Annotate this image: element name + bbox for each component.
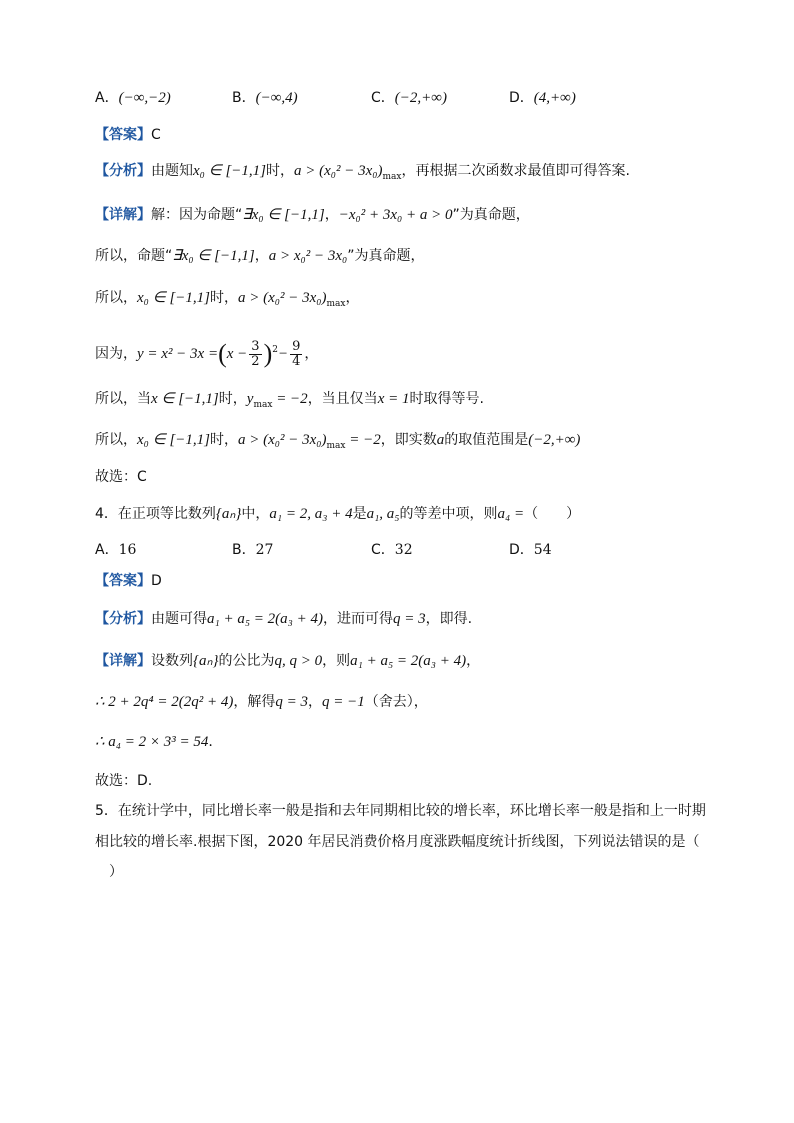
q4-option-b-label: B． xyxy=(232,542,256,558)
q3-detail-4-paren-close: ) xyxy=(263,339,273,368)
q4-detail-1-text-4: ， xyxy=(466,653,481,669)
q4-detail-2-text-1: ，解得 xyxy=(233,694,276,710)
q3-detail-4-x: x − xyxy=(226,346,248,362)
q4-detail-tag: 【详解】 xyxy=(95,653,151,669)
q3-detail-line-2 xyxy=(95,246,425,266)
q4-detail-2-math-3: q = −1 xyxy=(322,694,365,710)
q4-stem-math-3: a₁, a₅ xyxy=(366,506,400,522)
q3-detail-4-frac-1 xyxy=(249,340,261,369)
q3-detail-5-math-2: y xyxy=(246,391,254,407)
q4-option-c-label: C． xyxy=(371,542,395,558)
q3-detail-3-math-2: a > (x₀² − 3x₀) xyxy=(238,290,327,306)
q3-detail-4-frac-1-den: 2 xyxy=(251,353,260,369)
q3-detail-3-math-1: x₀ ∈ [−1,1] xyxy=(137,290,210,306)
q4-stem-math-1: {aₙ} xyxy=(215,506,242,522)
q3-detail-5-text-1: 所以，当 xyxy=(95,391,151,407)
q3-detail-1-text-1: 解：因为命题“ xyxy=(151,207,243,223)
q3-detail-6-math-3: = −2 xyxy=(345,432,381,448)
q3-option-a-label: A． xyxy=(95,90,119,106)
q4-option-a xyxy=(95,540,136,560)
q4-analysis-math-1: a₁ + a₅ = 2(a₃ + 4) xyxy=(207,611,324,627)
q3-detail-1-text-2: ”为真命题， xyxy=(452,207,530,223)
q3-detail-4-frac-1-num: 3 xyxy=(251,338,260,354)
q4-detail-2-text-3: （舍去）， xyxy=(364,694,428,710)
q3-detail-5-math-4: x = 1 xyxy=(377,391,410,407)
q4-option-d-value: 54 xyxy=(533,542,552,558)
q3-detail-2-text-2: ”为真命题， xyxy=(347,248,425,264)
q4-detail-2-text-2: ， xyxy=(308,694,322,710)
q4-detail-3-math: ∴ a₄ = 2 × 3³ = 54 xyxy=(95,734,209,750)
q3-detail-3-text-2: 时， xyxy=(210,290,238,306)
q3-analysis-tag: 【分析】 xyxy=(95,163,151,179)
q3-detail-2-math-1: ∃x₀ ∈ [−1,1] xyxy=(172,248,255,264)
q4-analysis-text-2: ，进而可得 xyxy=(323,611,394,627)
q3-answer-tag: 【答案】 xyxy=(95,127,151,143)
q3-option-c-label: C． xyxy=(371,90,395,106)
q4-analysis-tag: 【分析】 xyxy=(95,611,151,627)
q5-line-3: ） xyxy=(109,864,123,880)
q3-detail-6-text-4: 的取值范围是 xyxy=(444,432,529,448)
q3-detail-5-math-1: x ∈ [−1,1] xyxy=(151,391,219,407)
q3-detail-4-text-1: 因为， xyxy=(95,346,137,362)
q4-option-c xyxy=(371,540,413,560)
q3-detail-6-math-5: (−2,+∞) xyxy=(528,432,581,448)
q4-detail-3-text: . xyxy=(208,734,213,750)
q3-option-a-value: (−∞,−2) xyxy=(118,90,171,106)
q4-answer-tag: 【答案】 xyxy=(95,573,151,589)
q4-analysis-text-3: ，即得. xyxy=(425,611,473,627)
q4-stem-text-3: 是 xyxy=(352,506,367,522)
q3-detail-line-4 xyxy=(95,332,318,372)
q4-detail-1-math-1: {aₙ} xyxy=(193,653,219,669)
q4-option-a-label: A． xyxy=(95,542,119,558)
q3-detail-2-text-1: 所以，命题“ xyxy=(95,248,173,264)
q3-detail-4-square: 2 xyxy=(272,345,278,355)
q4-choose: 故选：D. xyxy=(95,773,153,789)
q5-line-2: 相比较的增长率.根据下图，2020 年居民消费价格月度涨跌幅度统计折线图，下列说法错误的是（ xyxy=(95,834,700,850)
q4-analysis-line xyxy=(95,609,472,629)
q3-option-c xyxy=(371,88,447,108)
q3-option-c-value: (−2,+∞) xyxy=(394,90,447,106)
q4-option-d xyxy=(509,540,552,560)
q3-detail-3-sub: max xyxy=(326,299,346,309)
q3-choose: 故选：C xyxy=(95,469,147,485)
q3-answer-line xyxy=(95,125,161,145)
q3-detail-4-math-1: y = x² − 3x = xyxy=(137,346,219,362)
q4-detail-1-text-2: 的公比为 xyxy=(218,653,275,669)
q3-detail-line-1 xyxy=(95,205,530,225)
q3-analysis-math-1: x₀ ∈ [−1,1] xyxy=(193,163,266,179)
q3-detail-line-3 xyxy=(95,288,359,314)
q3-detail-2-math-2: a > x₀² − 3x₀ xyxy=(268,248,348,264)
q3-detail-5-sub: max xyxy=(253,400,273,410)
q4-stem-text-5: （ ） xyxy=(524,506,581,522)
q4-detail-line-2 xyxy=(95,692,428,712)
q3-analysis-text-2: 时， xyxy=(266,163,294,179)
q4-stem-text-1: 4．在正项等比数列 xyxy=(95,506,216,522)
q4-detail-1-math-3: a₁ + a₅ = 2(a₃ + 4) xyxy=(350,653,467,669)
q3-analysis-text-1: 由题知 xyxy=(151,163,193,179)
q4-detail-1-text-3: ，则 xyxy=(322,653,351,669)
q3-detail-3-text-1: 所以， xyxy=(95,290,137,306)
q4-option-d-label: D． xyxy=(509,542,534,558)
q3-detail-6-math-2: a > (x₀² − 3x₀) xyxy=(238,432,327,448)
q3-detail-1-math-2: −x₀² + 3x₀ + a > 0 xyxy=(338,207,453,223)
q3-detail-6-math-1: x₀ ∈ [−1,1] xyxy=(137,432,210,448)
q4-analysis-text-1: 由题可得 xyxy=(151,611,207,627)
q3-detail-6-text-1: 所以， xyxy=(95,432,137,448)
q3-option-d-value: (4,+∞) xyxy=(533,90,576,106)
q4-answer: D xyxy=(151,573,162,589)
q3-detail-line-5 xyxy=(95,389,484,415)
q4-stem-text-4: 的等差中项，则 xyxy=(399,506,498,522)
q3-detail-4-frac-2-num: 9 xyxy=(292,338,301,354)
q3-option-b xyxy=(232,88,298,108)
q4-option-c-value: 32 xyxy=(394,542,413,558)
q3-detail-6-math-4: a xyxy=(436,432,445,448)
q3-detail-4-paren-open: ( xyxy=(218,339,227,368)
q3-detail-5-text-4: 时取得等号. xyxy=(409,391,484,407)
q4-detail-1-math-2: q, q > 0 xyxy=(274,653,323,669)
q3-detail-4-frac-2-den: 4 xyxy=(292,353,301,369)
q3-detail-6-text-3: ，即实数 xyxy=(380,432,437,448)
q4-stem-math-2: a₁ = 2, a₃ + 4 xyxy=(269,506,353,522)
q3-option-a xyxy=(95,88,171,108)
q4-stem xyxy=(95,504,580,524)
q3-detail-6-text-2: 时， xyxy=(210,432,238,448)
q3-answer: C xyxy=(151,127,161,143)
q4-option-a-value: 16 xyxy=(118,542,137,558)
q3-analysis-line xyxy=(95,161,630,187)
q4-option-b-value: 27 xyxy=(255,542,274,558)
q3-detail-5-text-3: ，当且仅当 xyxy=(307,391,378,407)
q4-answer-line xyxy=(95,571,162,591)
q3-detail-3-text-3: ， xyxy=(345,290,360,306)
q3-detail-1-math-1: ∃x₀ ∈ [−1,1] xyxy=(242,207,325,223)
q3-analysis-text-3: ，再根据二次函数求最值即可得答案. xyxy=(401,163,630,179)
q3-option-d-label: D． xyxy=(509,90,534,106)
q3-detail-6-sub: max xyxy=(326,441,346,451)
q5-line-1: 5．在统计学中，同比增长率一般是指和去年同期相比较的增长率，环比增长率一般是指和上一时期 xyxy=(95,803,706,819)
q4-detail-2-math-2: q = 3 xyxy=(275,694,308,710)
q4-detail-1-text-1: 设数列 xyxy=(151,653,193,669)
q3-option-b-label: B． xyxy=(232,90,256,106)
q3-analysis-math-2: a > (x₀² − 3x₀) xyxy=(294,163,383,179)
q3-detail-line-6 xyxy=(95,430,580,456)
q3-detail-2-sep: ， xyxy=(254,248,269,264)
q3-detail-5-text-2: 时， xyxy=(218,391,247,407)
q4-detail-line-3 xyxy=(95,732,213,752)
q3-detail-4-frac-2 xyxy=(290,340,302,369)
q3-detail-4-text-2: ， xyxy=(304,346,319,362)
q4-stem-math-4: a₄ = xyxy=(497,506,525,522)
q3-option-d xyxy=(509,88,576,108)
q3-option-b-value: (−∞,4) xyxy=(255,90,298,106)
q4-stem-text-2: 中， xyxy=(241,506,270,522)
q3-detail-tag: 【详解】 xyxy=(95,207,151,223)
q4-option-b xyxy=(232,540,273,560)
q3-detail-5-math-3: = −2 xyxy=(272,391,308,407)
q4-detail-line-1 xyxy=(95,651,480,671)
q4-detail-2-math-1: ∴ 2 + 2q⁴ = 2(2q² + 4) xyxy=(95,694,234,710)
q3-analysis-sub: max xyxy=(382,172,402,182)
q3-detail-4-minus: − xyxy=(277,346,289,362)
q4-analysis-math-2: q = 3 xyxy=(393,611,426,627)
q3-detail-1-sep: ， xyxy=(324,207,339,223)
